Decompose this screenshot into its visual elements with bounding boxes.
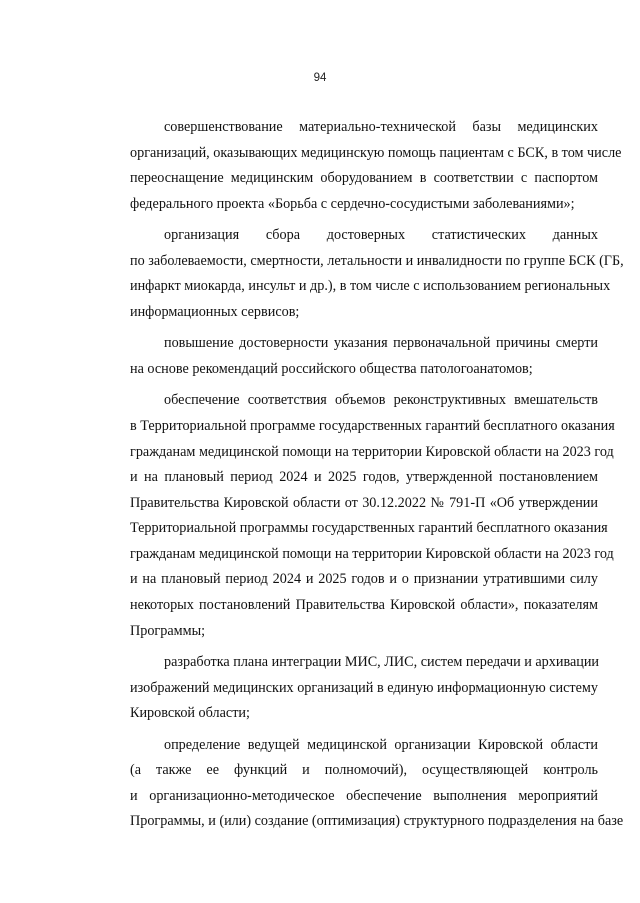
text-line: гражданам медицинской помощи на территории Кировской области на 2023 год [130,545,614,562]
text-line: обеспечение соответствия объемов реконструктивных вмешательств [164,392,598,409]
text-line: переоснащение медицинским оборудованием в соответствии с паспортом [130,170,598,187]
text-line: и организационно-методическое обеспечение выполнения мероприятий [130,787,598,804]
text-line: в Территориальной программе государственных гарантий бесплатного оказания [130,417,615,434]
paragraph-statistics [96,223,624,325]
text-line: Кировской области; [130,705,250,722]
paragraph-cause-of-death [96,331,598,382]
text-line: разработка плана интеграции МИС, ЛИС, систем передачи и архивации [164,654,600,671]
text-line: совершенствование материально-технической базы медицинских [164,119,598,135]
text-line: повышение достоверности указания первоначальной причины смерти [164,335,598,352]
text-line: Программы; [130,622,206,639]
text-line: федерального проекта «Борьба с сердечно-сосудистыми заболеваниями»; [130,195,575,212]
text-line: организация сбора достоверных статистических данных [164,227,598,244]
text-line: некоторых постановлений Правительства Кировской области», показателям [130,597,598,614]
page-number: 94 [313,72,327,84]
text-line: гражданам медицинской помощи на территории Кировской области на 2023 год [130,443,614,460]
text-line: определение ведущей медицинской организации Кировской области [164,736,598,753]
text-line: по заболеваемости, смертности, летальности и инвалидности по группе БСК (ГБ, [130,252,624,269]
text-line: на основе рекомендаций российского общества патологоанатомов; [130,360,533,377]
text-line: изображений медицинских организаций в единую информационную систему [130,679,598,696]
text-line: и на плановый период 2024 и 2025 годов и о признании утратившими силу [130,571,598,588]
text-line: (а также ее функций и полномочий), осуществляющей контроль [130,762,598,779]
body-text [96,115,624,841]
paragraph-leading-organization [96,733,624,835]
text-line: информационных сервисов; [130,303,300,320]
paragraph-territorial-program [96,388,615,644]
text-line: инфаркт миокарда, инсульт и др.), в том числе с использованием региональных [130,278,611,295]
text-line: Правительства Кировской области от 30.12.2022 № 791-П «Об утверждении [130,494,598,511]
paragraph-integration-plan [96,650,598,727]
paragraph-material-base [96,115,622,217]
text-line: организаций, оказывающих медицинскую помощь пациентам с БСК, в том числе [130,144,622,161]
text-line: и на плановый период 2024 и 2025 годов, утвержденной постановлением [130,469,598,486]
text-line: Территориальной программы государственных гарантий бесплатного оказания [130,520,608,537]
text-line: Программы, и (или) создание (оптимизация) структурного подразделения на базе [130,813,624,830]
